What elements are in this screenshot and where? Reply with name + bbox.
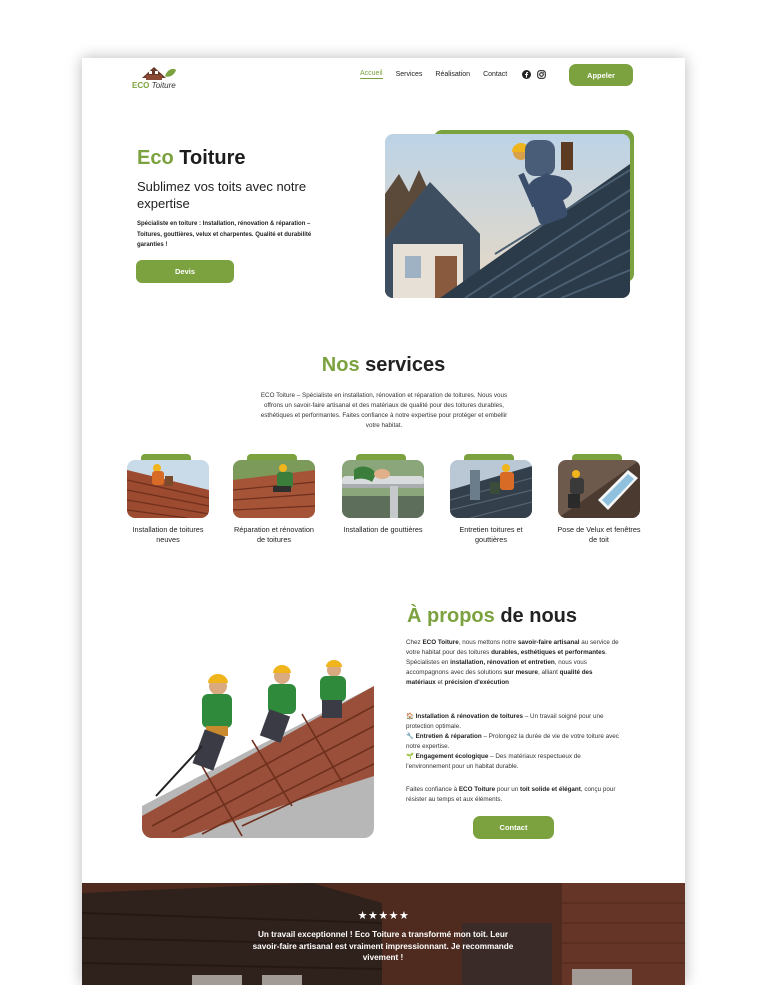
about-p1-text: et xyxy=(435,679,445,686)
about-p1-text: au service de votre habitat pour des toitures xyxy=(406,639,619,656)
instagram-icon[interactable] xyxy=(537,70,546,79)
about-closing-paragraph xyxy=(406,785,621,805)
hero-subtitle: Sublimez vos toits avec notre expertise xyxy=(137,179,307,211)
wrench-icon: 🔧 xyxy=(406,733,414,740)
about-title xyxy=(407,605,577,628)
top-nav xyxy=(82,58,685,98)
about-p1-bold: durables, esthétiques et performantes xyxy=(491,649,606,656)
feature-text: – Un travail soigné pour une protection optimale. xyxy=(406,713,604,730)
service-image-entretien xyxy=(450,460,532,518)
about-p1-bold: installation, rénovation et entretien xyxy=(450,659,555,666)
feature-title: Engagement écologique xyxy=(415,753,489,760)
landing-page xyxy=(82,58,685,985)
service-label: Pose de Velux et fenêtres de toit xyxy=(557,525,641,544)
about-paragraph xyxy=(406,638,621,688)
about-p3-text: , conçu pour résister au temps et aux éléments. xyxy=(406,786,616,803)
about-p3-bold: ECO Toiture xyxy=(458,786,496,793)
roof-logo-icon xyxy=(138,62,178,82)
service-image-installation xyxy=(127,460,209,518)
hero-description: Spécialiste en toiture : Installation, rénovation & réparation – Toitures, gouttières, velux et charpentes. Qualité et durabilité garanties ! xyxy=(137,221,312,248)
devis-button[interactable]: Devis xyxy=(136,260,234,283)
leaf-icon: 🌱 xyxy=(406,753,414,760)
about-title-dark: de nous xyxy=(500,605,578,627)
hero-title xyxy=(137,147,246,170)
logo-toiture: Toiture xyxy=(151,81,176,90)
hero-roofer-image xyxy=(385,134,630,298)
service-label: Réparation et rénovation de toitures xyxy=(234,525,314,544)
nav-link-realisation[interactable]: Réalisation xyxy=(435,71,471,78)
about-p1-text: , alliant xyxy=(537,669,560,676)
feature-title: Installation & rénovation de toitures xyxy=(415,713,524,720)
feature-item xyxy=(406,752,621,772)
testimonial-quote: Un travail exceptionnel ! Eco Toiture a transformé mon toit. Leur savoir-faire artisanal est vraiment impressionnant. Je recommande vivement ! xyxy=(252,930,514,962)
services-description: ECO Toiture – Spécialiste en installation, rénovation et réparation de toitures. Nous vous offrons un savoir-faire artisanal et des matériaux de qualité pour des toitures durables, esthétiques et performantes. Faites confiance à notre expertise pour protéger et embellir votre habitat. xyxy=(260,392,508,429)
about-p1-bold: savoir-faire artisanal xyxy=(517,639,580,646)
about-title-green: À propos xyxy=(407,605,495,627)
about-p1-bold: ECO Toiture xyxy=(422,639,459,646)
house-icon: 🏠 xyxy=(406,713,414,720)
about-p1-bold: précision d'exécution xyxy=(444,679,510,686)
hero-title-dark: Toiture xyxy=(179,147,246,169)
feature-text: – Des matériaux respectueux de l'environnement pour un habitat durable. xyxy=(406,753,581,770)
about-features-list xyxy=(406,712,621,772)
feature-item xyxy=(406,712,621,732)
nav-link-accueil[interactable]: Accueil xyxy=(360,70,383,77)
services-title-dark: services xyxy=(365,354,446,376)
about-p1-text: , nous mettons notre xyxy=(458,639,518,646)
nav-links xyxy=(360,70,546,79)
service-label: Installation de toitures neuves xyxy=(132,525,204,544)
rating-stars: ★★★★★ xyxy=(357,910,410,922)
feature-item xyxy=(406,732,621,752)
facebook-icon[interactable] xyxy=(522,70,531,79)
about-p3-text: pour un xyxy=(495,786,520,793)
service-image-reparation xyxy=(233,460,315,518)
service-label: Entretien toitures et gouttières xyxy=(459,525,523,544)
feature-text: – Prolongez la durée de vie de votre toiture avec notre expertise. xyxy=(406,733,619,750)
service-image-velux xyxy=(558,460,640,518)
logo-text xyxy=(132,81,176,90)
services-title xyxy=(82,354,685,377)
about-p1-text: Chez xyxy=(406,639,423,646)
hero-title-green: Eco xyxy=(137,147,174,169)
nav-link-contact[interactable]: Contact xyxy=(483,71,508,78)
services-title-green: Nos xyxy=(321,354,360,376)
about-p1-bold: sur mesure xyxy=(504,669,538,676)
nav-link-services[interactable]: Services xyxy=(395,71,423,78)
service-label: Installation de gouttières xyxy=(343,525,423,534)
contact-button[interactable]: Contact xyxy=(473,816,554,839)
about-p1-bold: qualité des matériaux xyxy=(406,669,593,686)
about-p1-text: , nous vous accompagnons avec des solutions xyxy=(406,659,587,676)
logo[interactable] xyxy=(132,62,182,92)
testimonial-section xyxy=(82,883,685,985)
feature-title: Entretien & réparation xyxy=(415,733,482,740)
about-p1-text: . Spécialistes en xyxy=(406,649,607,666)
about-p3-bold: toit solide et élégant xyxy=(519,786,581,793)
social-links xyxy=(522,70,546,79)
about-team-image xyxy=(142,646,374,838)
service-image-gouttieres xyxy=(342,460,424,518)
logo-eco: ECO xyxy=(132,81,150,90)
about-p3-text: Faites confiance à xyxy=(406,786,459,793)
call-button[interactable]: Appeler xyxy=(569,64,633,86)
